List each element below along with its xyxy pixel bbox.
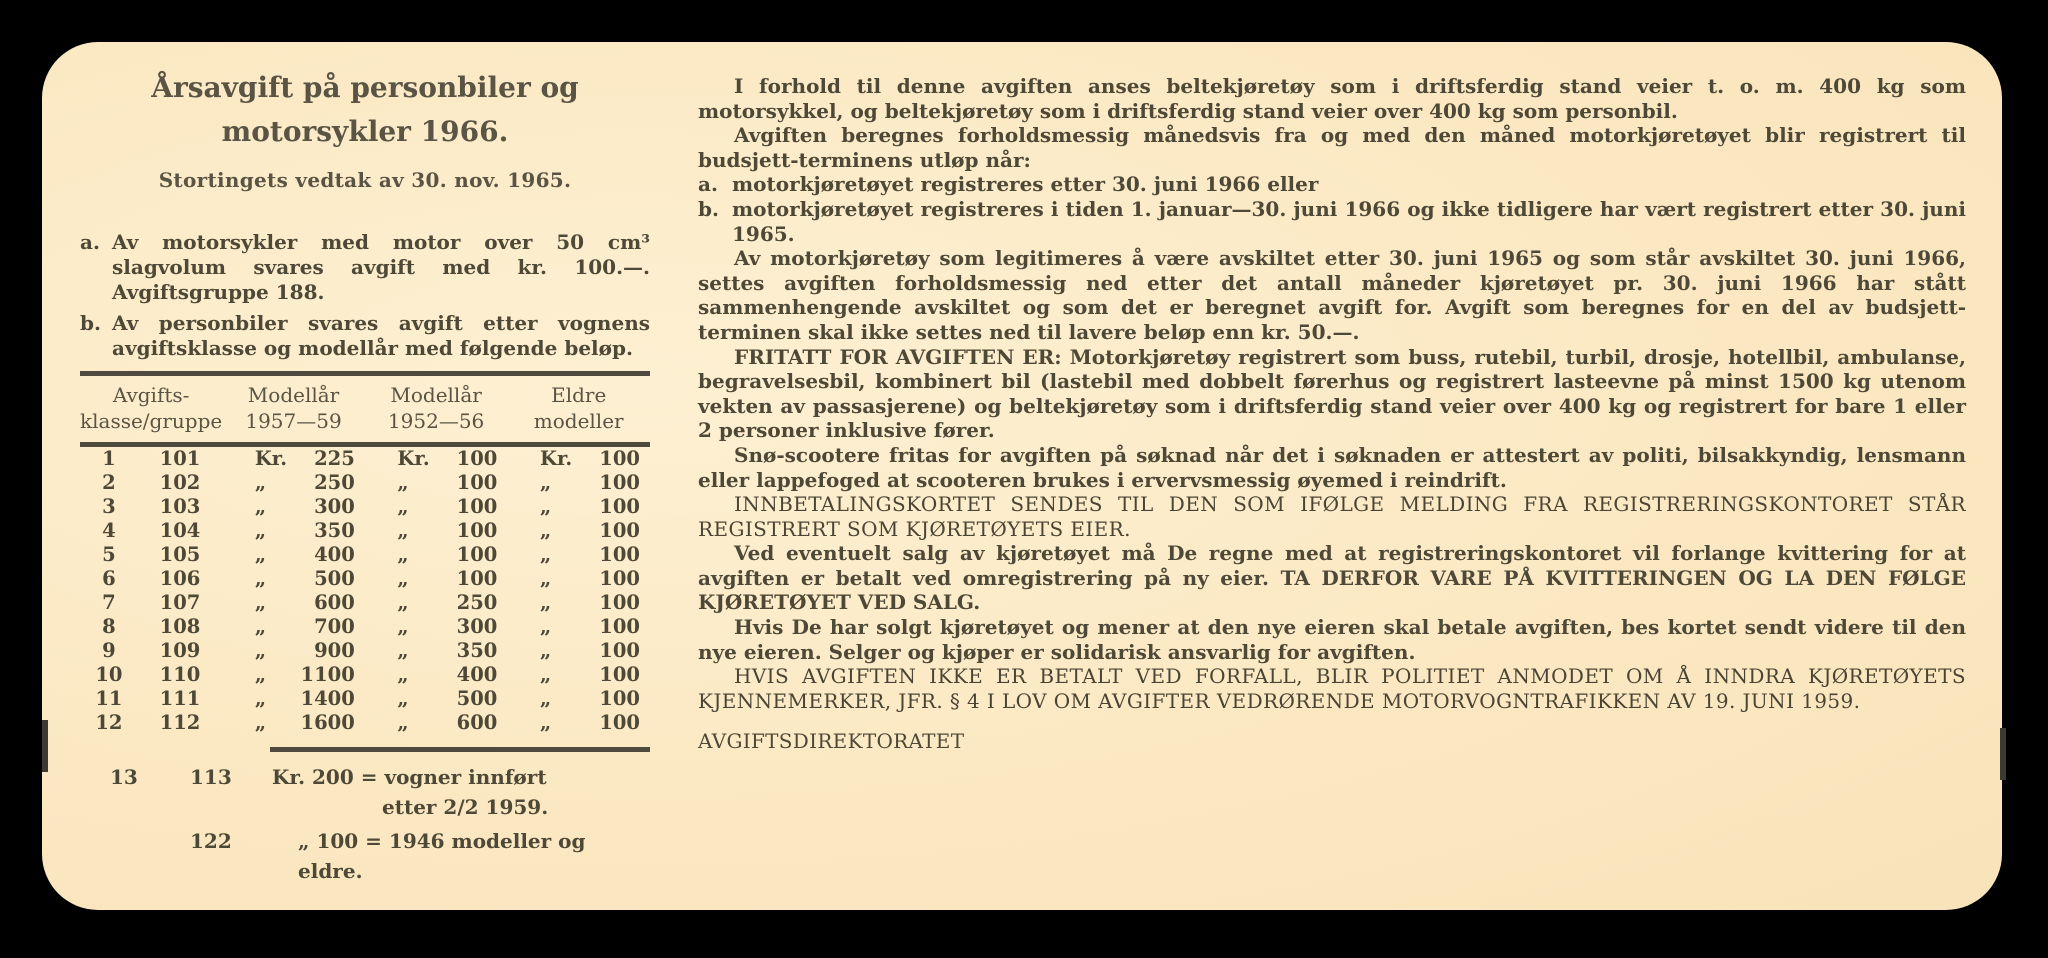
amount-value: 250 [456, 591, 498, 614]
amount-cell [365, 711, 508, 735]
amount-cell [365, 687, 508, 711]
amount-cell [222, 495, 365, 519]
currency-prefix: „ [254, 591, 267, 614]
amount-cell [365, 495, 508, 519]
currency-prefix: „ [254, 567, 267, 590]
list-label: b. [698, 196, 719, 221]
amount-value: 600 [314, 591, 355, 614]
currency-prefix: „ [397, 711, 409, 734]
paragraph-a-label: a. [80, 230, 100, 254]
currency-prefix: „ [397, 615, 409, 638]
amount-value: 100 [599, 639, 640, 662]
amount-value: 350 [456, 639, 498, 662]
currency-prefix: „ [540, 567, 552, 590]
amount-cell [365, 615, 508, 639]
amount-value: 225 [314, 447, 355, 470]
amount-cell [222, 687, 365, 711]
paragraph-text: motorkjøretøyet registreres i tiden 1. januar—30. juni 1966 og ikke tidligere har vært registrert etter 30. juni 1965. [732, 196, 1966, 246]
paragraph-b [80, 311, 650, 361]
amount-cell [507, 639, 650, 663]
gruppe-cell: 103 [159, 495, 201, 518]
list-label: a. [698, 172, 718, 197]
paragraph-text: INNBETALINGSKORTET SENDES TIL DEN SOM IFØLGE MELDING FRA REGISTRERINGSKONTORET STÅR REGISTRERT SOM KJØRETØYETS EIER. [698, 492, 1966, 541]
amount-value: 100 [599, 471, 640, 494]
body-paragraph [698, 492, 1966, 541]
gruppe-cell: 102 [159, 471, 201, 494]
amount-value: 1100 [300, 663, 355, 686]
klasse-cell: 3 [102, 495, 116, 518]
table-row [80, 591, 650, 615]
paragraph-a [80, 230, 650, 305]
body-paragraph [698, 74, 1966, 123]
title-line-1: Årsavgift på personbiler og [151, 71, 579, 104]
amount-cell [507, 567, 650, 591]
right-column [698, 74, 1966, 754]
signature: AVGIFTSDIREKTORATET [698, 729, 965, 754]
body-paragraph [698, 246, 1966, 344]
body-paragraph [698, 615, 1966, 664]
currency-prefix: „ [540, 519, 552, 542]
gruppe-cell: 107 [159, 591, 201, 614]
currency-prefix: „ [397, 519, 409, 542]
header-modellar-1952-56: Modellår 1952—56 [387, 383, 485, 433]
amount-cell [222, 447, 365, 471]
paragraph-text: Avgiften beregnes forholdsmessig månedsvis fra og med den måned motorkjøretøyet blir registrert til budsjett-terminens utløp når: [698, 123, 1966, 172]
table-row [80, 639, 650, 663]
paragraph-b-text: Av personbiler svares avgift etter vognens avgiftsklasse og modellår med følgende beløp. [112, 311, 650, 360]
gruppe-cell: 112 [159, 711, 201, 734]
amount-value: 100 [456, 495, 498, 518]
amount-cell [365, 591, 508, 615]
paragraph-text: HVIS AVGIFTEN IKKE ER BETALT VED FORFALL, BLIR POLITIET ANMODET OM Å INNDRA KJØRETØYETS KJENNEMERKER, JFR. § 4 I LOV OM AVGIFTER VEDRØRENDE MOTORVOGNTRAFIKKEN AV 19. JUNI 1959. [698, 664, 1966, 713]
amount-value: 100 [456, 471, 498, 494]
klasse-cell: 11 [95, 687, 123, 710]
amount-cell [507, 591, 650, 615]
currency-prefix: Kr. [254, 447, 288, 470]
amount-value: 300 [456, 615, 498, 638]
amount-value: 100 [599, 519, 640, 542]
title-line-2: motorsykler 1966. [221, 115, 509, 148]
extra-row-122 [80, 826, 650, 886]
currency-prefix: „ [540, 471, 552, 494]
body-paragraph [698, 443, 1966, 492]
currency-prefix: „ [397, 639, 409, 662]
amount-value: 1600 [300, 711, 355, 734]
extra-klasse: 13 [110, 765, 138, 789]
paragraph-text: FRITATT FOR AVGIFTEN ER: Motorkjøretøy registrert som buss, rutebil, turbil, drosje, hotellbil, ambulanse, begravelsesbil, kombinert bil (lastebil med dobbelt førerhus og registrert lasteevne på minst 1500 kg utenom vekten av passasjerene) og beltekjøretøy som i driftsferdig stand veier over 400 kg og registrert for bare 1 eller 2 personer inklusive fører. [698, 344, 1966, 443]
amount-value: 250 [314, 471, 355, 494]
amount-cell [222, 591, 365, 615]
amount-cell [507, 663, 650, 687]
paragraph-text: I forhold til denne avgiften anses beltekjøretøy som i driftsferdig stand veier t. o. m. 400 kg som motorsykkel, og beltekjøretøy som i driftsferdig stand veier over 400 kg som personbil. [698, 74, 1966, 123]
currency-prefix: „ [397, 591, 409, 614]
currency-prefix: „ [397, 567, 409, 590]
body-paragraph [698, 123, 1966, 172]
currency-prefix: „ [540, 615, 552, 638]
amount-cell [222, 615, 365, 639]
amount-value: 400 [314, 543, 355, 566]
table-row [80, 519, 650, 543]
currency-prefix: „ [254, 519, 267, 542]
body-paragraph [698, 541, 1966, 615]
amount-cell [365, 567, 508, 591]
page-title [80, 66, 650, 154]
amount-cell [222, 471, 365, 495]
amount-value: 300 [314, 495, 355, 518]
table-bottom-rule [270, 747, 650, 752]
paragraph-text: Av motorkjøretøy som legitimeres å være avskiltet etter 30. juni 1965 og som står avskiltet 30. juni 1966, settes avgiften forholdsmessig ned etter det antall måneder kjøretøyet pr. 30. juni 1966 har stått sammenhengende avskiltet og som det er beregnet avgift for. Avgift som beregnes for en del av budsjett-terminen skal ikke settes ned til lavere beløp enn kr. 50.—. [698, 246, 1966, 344]
extra-text-line2: etter 2/2 1959. [382, 795, 549, 819]
currency-prefix: „ [540, 639, 552, 662]
extra-text-line1: Kr. 200 = vogner innført [272, 765, 547, 789]
amount-value: 350 [314, 519, 355, 542]
table-row [80, 447, 650, 471]
currency-prefix: „ [254, 711, 267, 734]
header-eldre-modeller: Eldre modeller [533, 383, 624, 433]
amount-value: 100 [599, 687, 640, 710]
body-paragraph [698, 345, 1966, 443]
table-row [80, 711, 650, 735]
amount-cell [365, 663, 508, 687]
subtitle: Stortingets vedtak av 30. nov. 1965. [158, 168, 572, 192]
table-row [80, 567, 650, 591]
currency-prefix: „ [397, 543, 409, 566]
currency-prefix: „ [254, 687, 267, 710]
klasse-cell: 2 [102, 471, 116, 494]
amount-cell [222, 711, 365, 735]
paragraph-a-text: Av motorsykler med motor over 50 cm³ slagvolum svares avgift med kr. 100.—. Avgiftsgruppe 188. [112, 230, 650, 304]
body-paragraph [698, 664, 1966, 713]
amount-cell [507, 519, 650, 543]
klasse-cell: 7 [102, 591, 116, 614]
amount-cell [365, 543, 508, 567]
amount-value: 1400 [300, 687, 355, 710]
amount-cell [507, 447, 650, 471]
amount-value: 900 [314, 639, 355, 662]
amount-cell [507, 687, 650, 711]
extra-gruppe: 122 [190, 829, 232, 853]
amount-value: 100 [599, 567, 640, 590]
amount-cell [365, 447, 508, 471]
currency-prefix: „ [397, 495, 409, 518]
currency-prefix: „ [254, 471, 267, 494]
table-row [80, 615, 650, 639]
klasse-cell: 12 [95, 711, 123, 734]
amount-value: 100 [599, 591, 640, 614]
gruppe-cell: 111 [159, 687, 201, 710]
amount-cell [222, 663, 365, 687]
paragraph-text: Snø-scootere fritas for avgiften på søknad når det i søknaden er attestert av politi, bilsakkyndig, lensmann eller lappefoged at scooteren brukes i ervervsmessig øyemed i reindrift. [698, 442, 1966, 492]
amount-cell [507, 711, 650, 735]
header-klasse-gruppe: Avgifts- klasse/gruppe [80, 383, 223, 433]
amount-value: 100 [599, 615, 640, 638]
klasse-cell: 6 [102, 567, 116, 590]
amount-cell [507, 495, 650, 519]
gruppe-cell: 105 [159, 543, 201, 566]
amount-value: 500 [456, 687, 498, 710]
extra-row-113 [80, 762, 650, 822]
table-row [80, 543, 650, 567]
paragraph-b-label: b. [80, 311, 101, 335]
currency-prefix: Kr. [540, 447, 573, 470]
klasse-cell: 9 [102, 639, 116, 662]
currency-prefix: „ [540, 711, 552, 734]
gruppe-cell: 104 [159, 519, 201, 542]
amount-value: 100 [599, 543, 640, 566]
amount-value: 600 [456, 711, 498, 734]
amount-value: 100 [456, 519, 498, 542]
amount-value: 100 [599, 495, 640, 518]
amount-cell [222, 543, 365, 567]
table-row [80, 495, 650, 519]
card-edge-mark-right [2000, 728, 2006, 780]
amount-cell [222, 567, 365, 591]
klasse-cell: 5 [102, 543, 116, 566]
klasse-cell: 1 [102, 447, 116, 470]
klasse-cell: 10 [95, 663, 123, 686]
currency-prefix: „ [540, 495, 552, 518]
amount-value: 700 [314, 615, 355, 638]
currency-prefix: „ [254, 663, 267, 686]
amount-value: 100 [456, 447, 498, 470]
currency-prefix: „ [254, 639, 267, 662]
card-edge-mark-left [42, 720, 48, 772]
amount-cell [222, 519, 365, 543]
extra-text-line1: „ 100 = 1946 modeller og eldre. [298, 829, 586, 883]
gruppe-cell: 109 [159, 639, 201, 662]
klasse-cell: 8 [102, 615, 116, 638]
body-paragraph [698, 197, 1966, 246]
table-row [80, 687, 650, 711]
amount-cell [365, 519, 508, 543]
table-row [80, 663, 650, 687]
paragraph-text: Ved eventuelt salg av kjøretøyet må De regne med at registreringskontoret vil forlange kvittering for at avgiften er betalt ved omregistrering på ny eier. TA DERFOR VARE PÅ KVITTERINGEN OG LA DEN FØLGE KJØRETØYET VED SALG. [698, 541, 1966, 615]
amount-value: 500 [314, 567, 355, 590]
currency-prefix: „ [397, 471, 409, 494]
amount-value: 100 [456, 543, 498, 566]
gruppe-cell: 106 [159, 567, 201, 590]
currency-prefix: „ [397, 663, 409, 686]
currency-prefix: „ [540, 663, 552, 686]
currency-prefix: „ [254, 495, 267, 518]
body-paragraph [698, 172, 1966, 197]
amount-value: 100 [599, 447, 640, 470]
amount-value: 100 [599, 663, 640, 686]
amount-cell [507, 615, 650, 639]
fee-table [80, 376, 650, 735]
amount-cell [222, 639, 365, 663]
amount-value: 100 [456, 567, 498, 590]
currency-prefix: „ [254, 615, 267, 638]
currency-prefix: „ [540, 687, 552, 710]
amount-cell [507, 471, 650, 495]
gruppe-cell: 108 [159, 615, 201, 638]
extra-gruppe: 113 [190, 765, 232, 789]
amount-cell [365, 471, 508, 495]
gruppe-cell: 101 [159, 447, 201, 470]
paragraph-text: motorkjøretøyet registreres etter 30. juni 1966 eller [732, 172, 1319, 197]
currency-prefix: „ [540, 591, 552, 614]
amount-value: 100 [599, 711, 640, 734]
paragraph-text: Hvis De har solgt kjøretøyet og mener at den nye eieren skal betale avgiften, bes kortet sendt videre til den nye eieren. Selger og kjøper er solidarisk ansvarlig for avgiften. [698, 615, 1966, 664]
table-row [80, 471, 650, 495]
currency-prefix: „ [540, 543, 552, 566]
klasse-cell: 4 [102, 519, 116, 542]
amount-value: 400 [456, 663, 498, 686]
table-header-row [80, 376, 650, 442]
left-column [80, 66, 650, 886]
currency-prefix: Kr. [397, 447, 430, 470]
currency-prefix: „ [397, 687, 409, 710]
header-modellar-1957-59: Modellår 1957—59 [245, 383, 342, 433]
amount-cell [365, 639, 508, 663]
amount-cell [507, 543, 650, 567]
currency-prefix: „ [254, 543, 267, 566]
fee-table-body [80, 447, 650, 735]
gruppe-cell: 110 [159, 663, 201, 686]
